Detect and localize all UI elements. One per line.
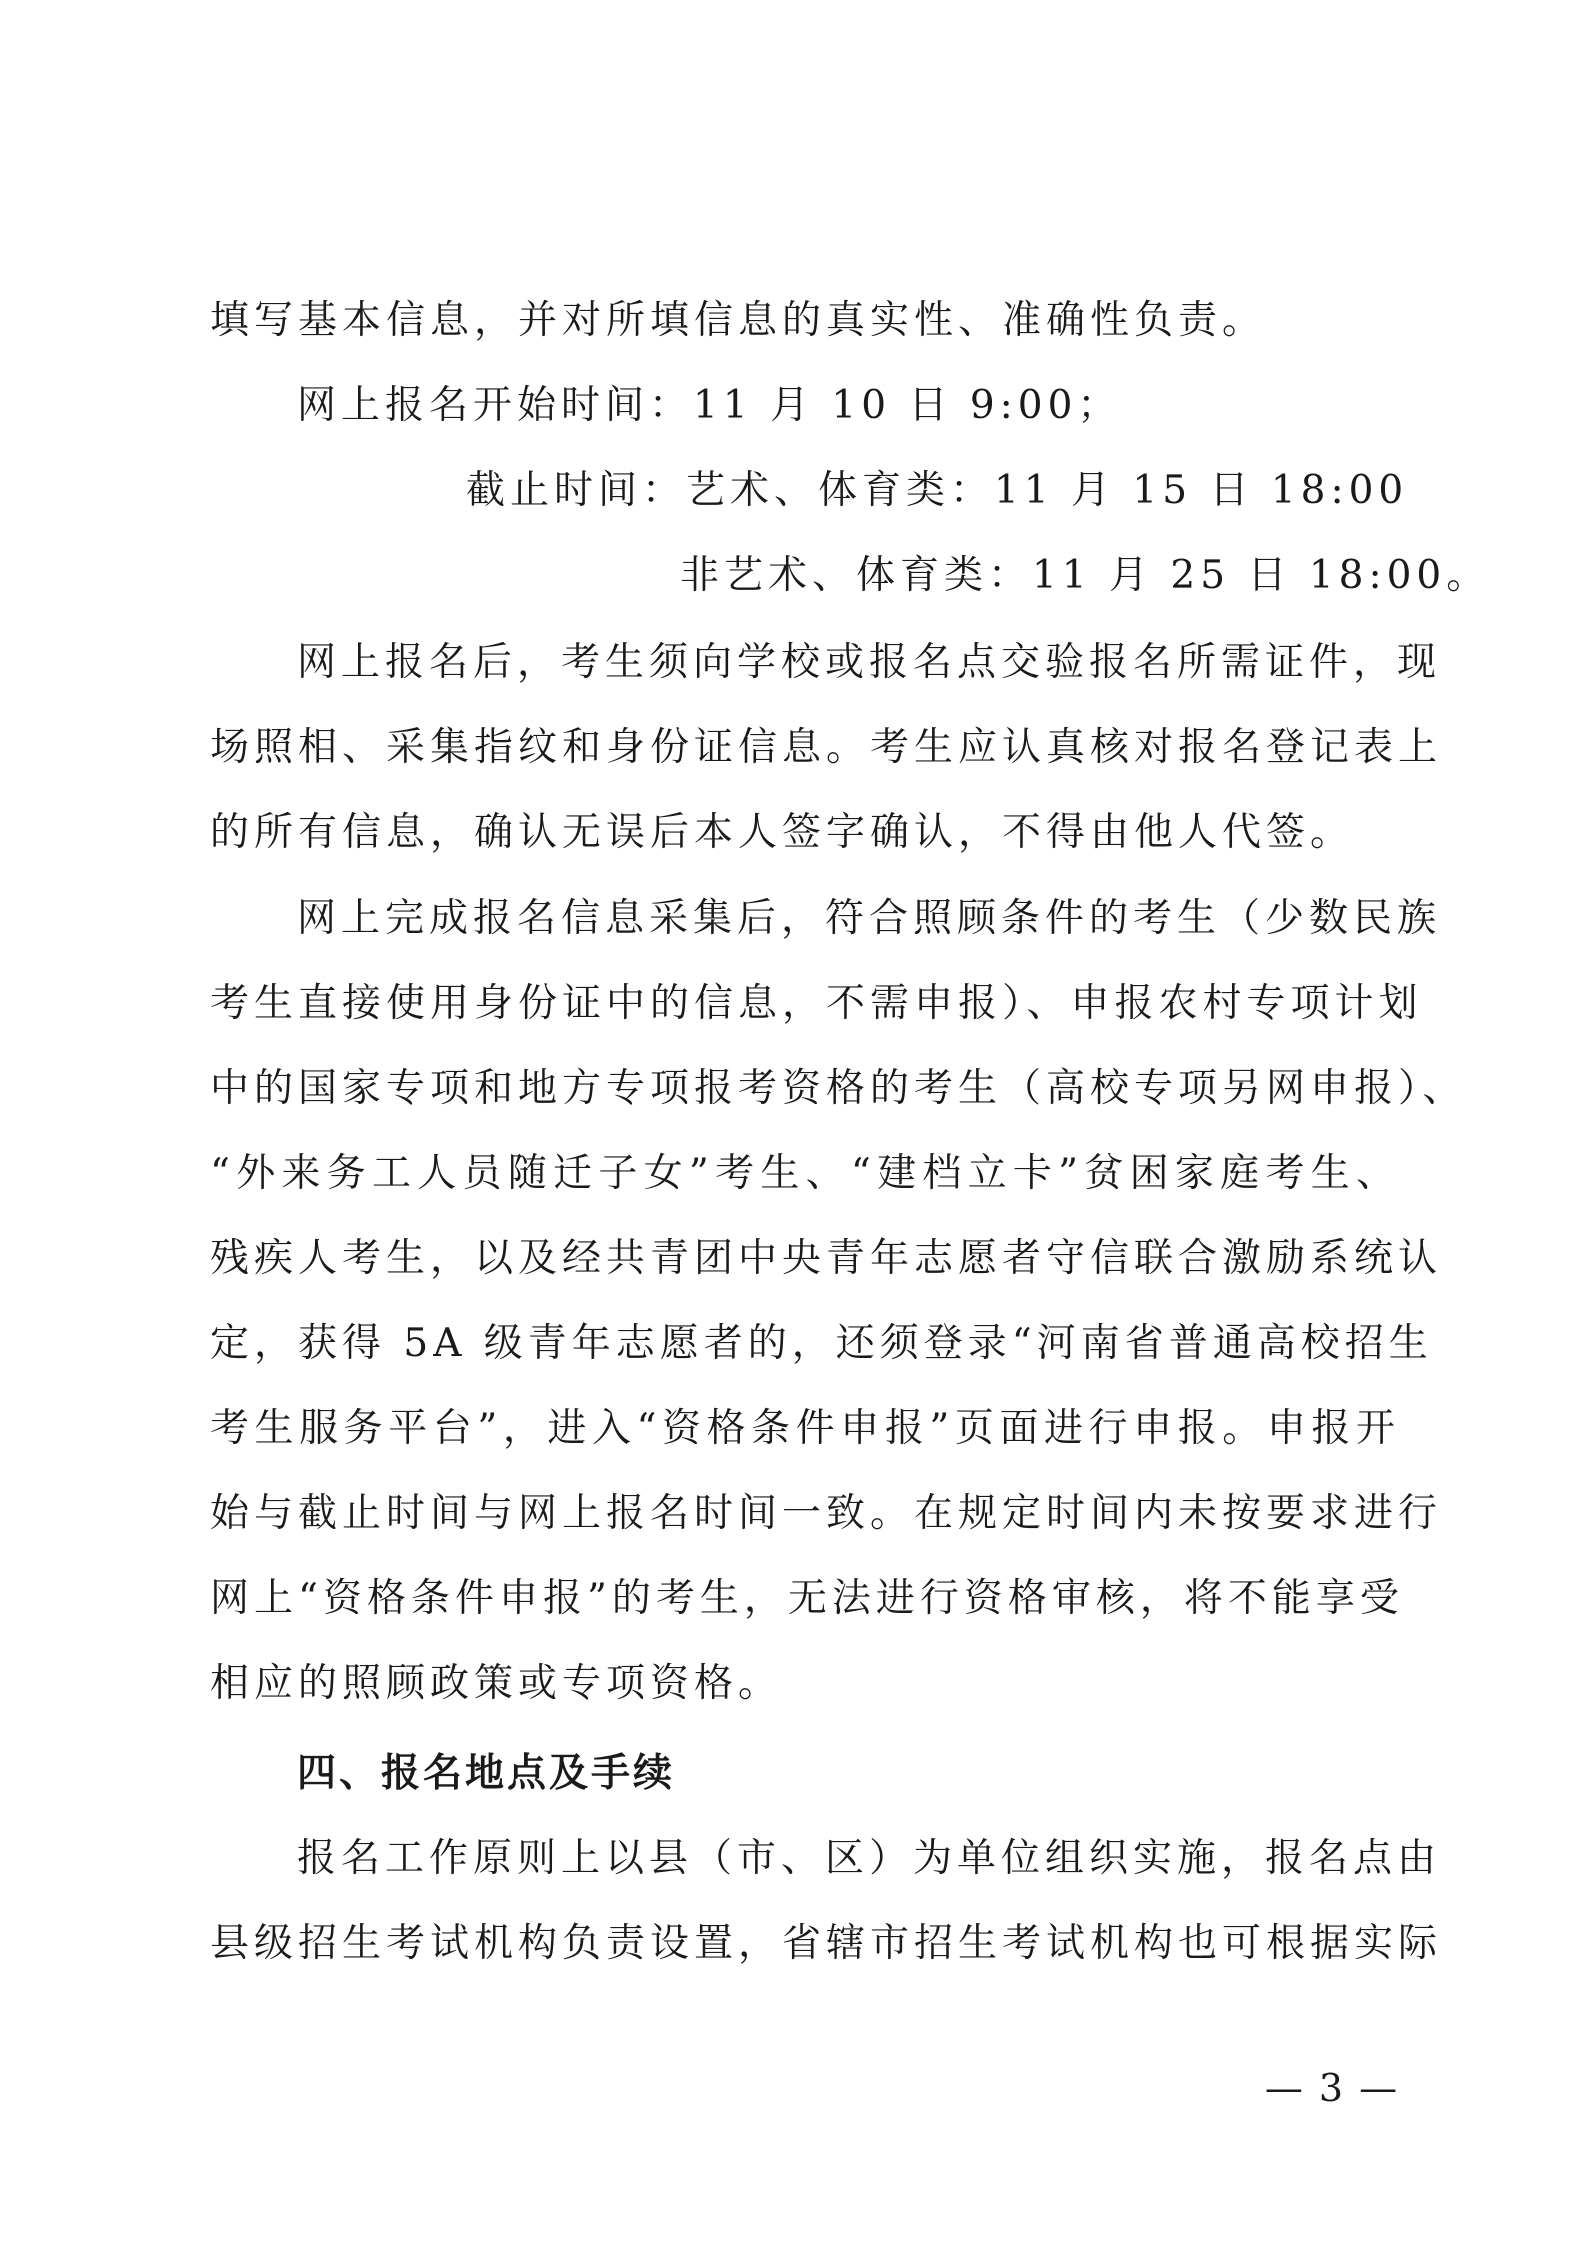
section-heading: 四、报名地点及手续 xyxy=(297,1751,676,1796)
body-text-line: 的所有信息，确认无误后本人签字确认，不得由他人代签。 xyxy=(210,810,1355,855)
body-text-line: 考生直接使用身份证中的信息，不需申报）、申报农村专项计划 xyxy=(210,981,1423,1026)
body-text-line: 中的国家专项和地方专项报考资格的考生（高校专项另网申报）、 xyxy=(210,1066,1467,1111)
body-text-line: 场照相、采集指纹和身份证信息。考生应认真核对报名登记表上 xyxy=(210,725,1443,770)
body-text-line: 网上报名开始时间：11 月 10 日 9:00； xyxy=(297,383,1122,428)
body-text-line: 报名工作原则上以县（市、区）为单位组织实施，报名点由 xyxy=(297,1836,1442,1881)
body-text-line: 残疾人考生，以及经共青团中央青年志愿者守信联合激励系统认 xyxy=(210,1236,1443,1281)
body-text-line: 非艺术、体育类：11 月 25 日 18:00。 xyxy=(680,553,1491,598)
body-text-line: 相应的照顾政策或专项资格。 xyxy=(210,1661,783,1706)
body-text-line: 网上报名后，考生须向学校或报名点交验报名所需证件，现 xyxy=(297,640,1442,685)
body-text-line: 考生服务平台”，进入“资格条件申报”页面进行申报。申报开 xyxy=(210,1406,1400,1451)
body-text-line: 填写基本信息，并对所填信息的真实性、准确性负责。 xyxy=(210,298,1267,343)
body-text-line: “外来务工人员随迁子女”考生、“建档立卡”贫困家庭考生、 xyxy=(210,1151,1400,1196)
page-number: — 3 — xyxy=(1264,2066,1400,2110)
body-text-line: 始与截止时间与网上报名时间一致。在规定时间内未按要求进行 xyxy=(210,1491,1443,1536)
body-text-line: 网上完成报名信息采集后，符合照顾条件的考生（少数民族 xyxy=(297,896,1442,941)
body-text-line: 县级招生考试机构负责设置，省辖市招生考试机构也可根据实际 xyxy=(210,1921,1443,1966)
body-text-line: 截止时间：艺术、体育类：11 月 15 日 18:00 xyxy=(466,468,1409,513)
body-text-line: 网上“资格条件申报”的考生，无法进行资格审核，将不能享受 xyxy=(210,1576,1404,1621)
body-text-line: 定，获得 5A 级青年志愿者的，还须登录“河南省普通高校招生 xyxy=(210,1321,1433,1366)
